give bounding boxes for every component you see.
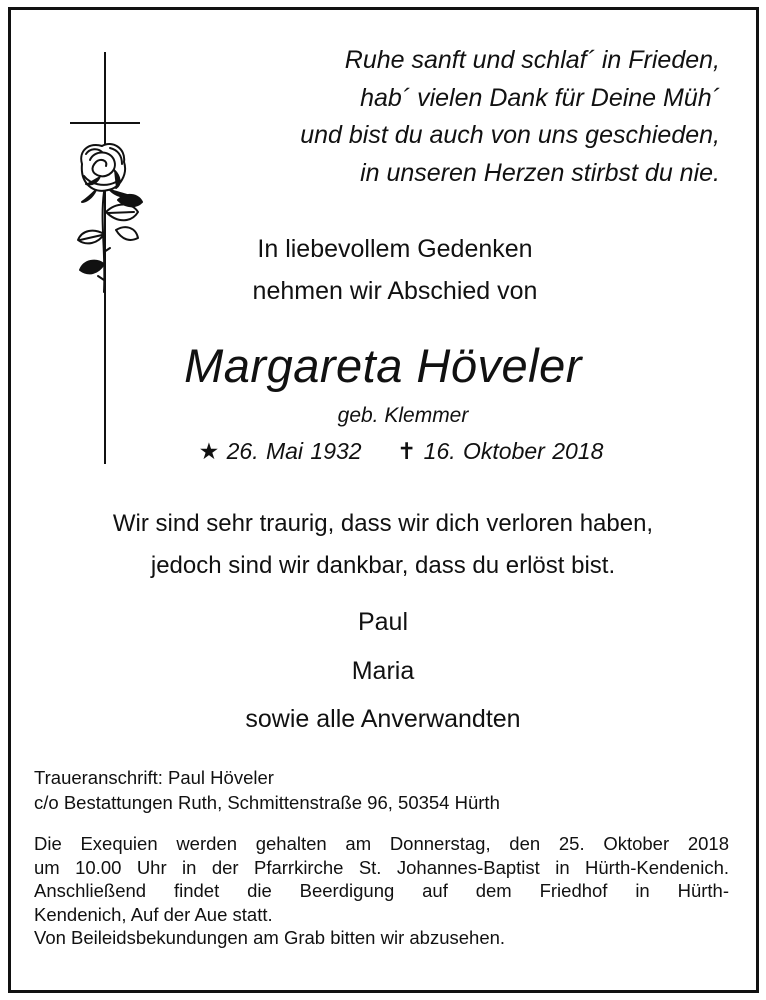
verse-line: Wir sind sehr traurig, dass wir dich verloren haben, [112,510,654,537]
poem-line: Ruhe sanft und schlaf´ in Frieden, [344,46,720,74]
intro-text [0,228,766,312]
info-line: um 10.00 Uhr in der Pfarrkirche St. Johannes-Baptist in Hürth-Kendenich. [34,856,729,878]
star-icon: ★ [198,438,220,464]
life-dates [18,438,766,465]
cross-small-icon: ✝ [396,438,417,464]
mourning-address [34,765,500,815]
family-relatives: sowie alle Anverwandten [245,705,521,733]
poem [180,42,720,192]
verse-line: jedoch sind wir dankbar, dass du erlöst bist. [150,552,616,579]
info-line: Von Beileidsbekundungen am Grab bitten wir abzusehen. [34,927,506,948]
address-line: c/o Bestattungen Ruth, Schmittenstraße 96, 50354 Hürth [34,792,500,813]
birth-date: 26. Mai 1932 [226,438,362,464]
funeral-info [34,832,729,950]
family-member: Paul [357,608,409,636]
poem-line: in unseren Herzen stirbst du nie. [360,158,720,187]
intro-line: nehmen wir Abschied von [252,277,538,305]
info-line: Die Exequien werden gehalten am Donnerstag, den 25. Oktober 2018 [34,833,729,854]
family-member: Maria [351,657,415,685]
intro-line: In liebevollem Gedenken [257,235,533,263]
deceased-name: Margareta Höveler [184,339,582,392]
poem-line: hab´ vielen Dank für Deine Müh´ [360,83,720,112]
address-line: Traueranschrift: Paul Höveler [34,767,274,788]
poem-line: und bist du auch von uns geschieden, [300,121,720,149]
maiden-name: geb. Klemmer [337,404,469,427]
verse [0,503,766,587]
info-line: Kendenich, Auf der Aue statt. [34,903,273,925]
info-line: Anschließend findet die Beerdigung auf dem Friedhof in Hürth- [34,880,729,901]
death-date: 16. Oktober 2018 [423,438,604,464]
